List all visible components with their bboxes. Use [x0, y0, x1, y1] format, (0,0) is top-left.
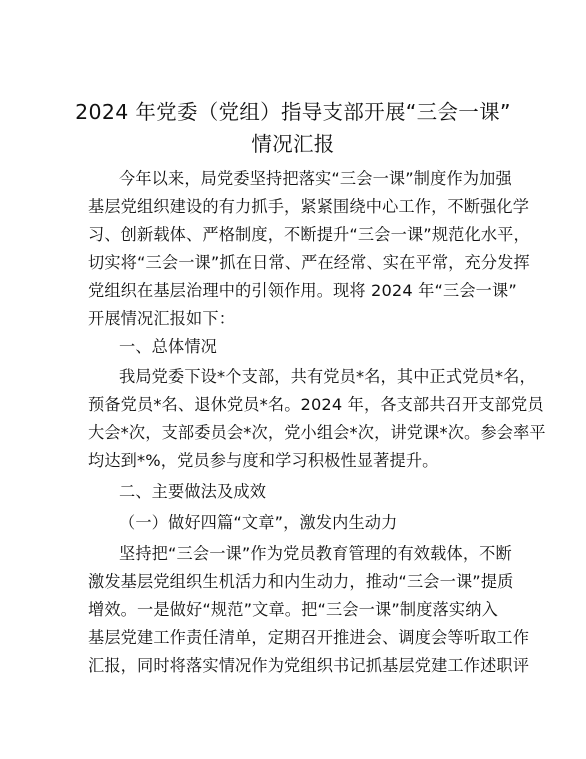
intro-paragraph-line: 开展情况汇报如下：	[88, 309, 236, 328]
intro-paragraph-line: 习、创新载体、严格制度，不断提升“三会一课”规范化水平，	[88, 225, 530, 244]
practices-paragraph-line: 坚持把“三会一课”作为党员教育管理的有效载体，不断	[119, 544, 512, 563]
intro-paragraph-line: 党组织在基层治理中的引领作用。现将 2024 年“三会一课”	[88, 281, 517, 300]
overview-paragraph-line: 我局党委下设*个支部，共有党员*名，其中正式党员*名，	[119, 367, 536, 386]
intro-paragraph-line: 切实将“三会一课”抓在日常、严在经常、实在平常，充分发挥	[88, 253, 530, 272]
practices-paragraph-line: 激发基层党组织生机活力和内生动力，推动“三会一课”提质	[88, 572, 514, 591]
intro-paragraph-line: 今年以来，局党委坚持把落实“三会一课”制度作为加强	[119, 169, 512, 188]
overview-paragraph-line: 均达到*%，党员参与度和学习积极性显著提升。	[88, 451, 439, 470]
document-title-line-2: 情况汇报	[251, 132, 335, 156]
overview-paragraph-line: 预备党员*名、退休党员*名。2024 年，各支部共召开支部党员	[88, 395, 544, 414]
practices-paragraph-line: 基层党建工作责任清单，定期召开推进会、调度会等听取工作	[88, 628, 530, 647]
practices-paragraph-line: 汇报，同时将落实情况作为党组织书记抓基层党建工作述职评	[88, 656, 530, 675]
subsection-heading-four-articles: （一）做好四篇“文章”，激发内生动力	[119, 513, 398, 532]
section-heading-practices: 二、主要做法及成效	[119, 482, 267, 501]
practices-paragraph-line: 增效。一是做好“规范”文章。把“三会一课”制度落实纳入	[88, 600, 498, 619]
overview-paragraph-line: 大会*次，支部委员会*次，党小组会*次，讲党课*次。参会率平	[88, 423, 546, 442]
intro-paragraph-line: 基层党组织建设的有力抓手，紧紧围绕中心工作，不断强化学	[88, 197, 530, 216]
section-heading-overview: 一、总体情况	[119, 337, 218, 356]
document-title-line-1: 2024 年党委（党组）指导支部开展“三会一课”	[75, 100, 511, 124]
